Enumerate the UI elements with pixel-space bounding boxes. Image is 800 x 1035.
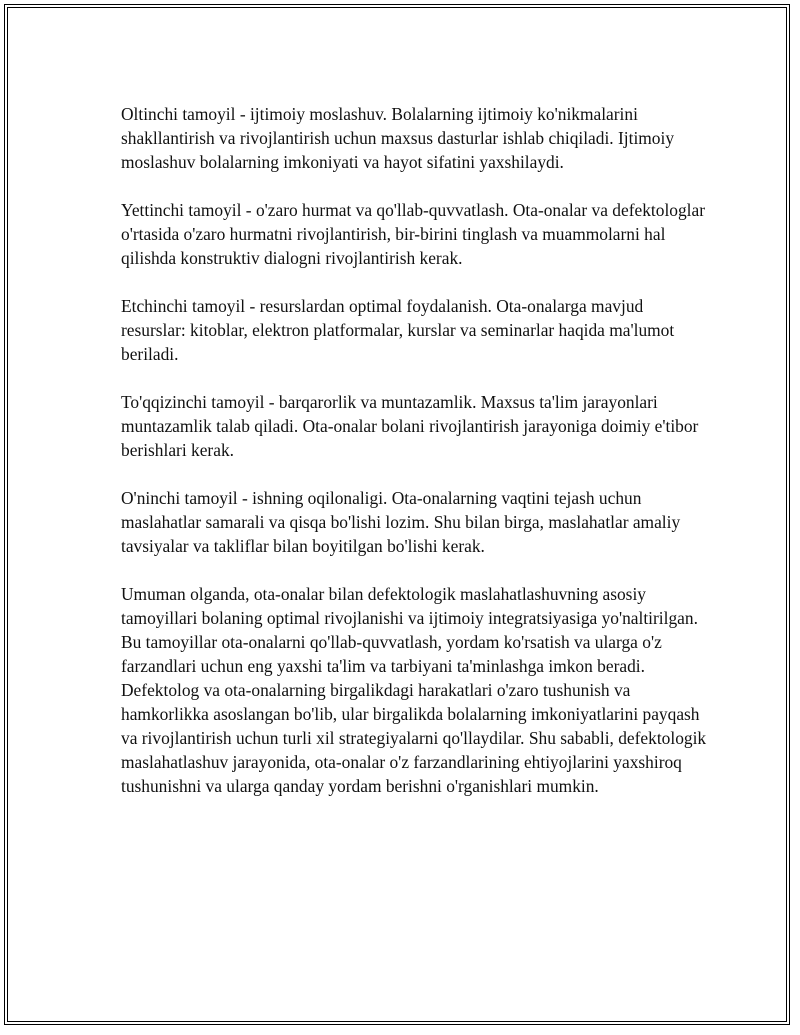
- paragraph-principle-9: To'qqizinchi tamoyil - barqarorlik va muntazamlik. Maxsus ta'lim jarayonlari muntazamlik talab qiladi. Ota-onalar bolani rivojlantirish jarayoniga doimiy e'tibor berishlari kerak.: [121, 392, 699, 460]
- paragraph-principle-7: Yettinchi tamoyil - o'zaro hurmat va qo'llab-quvvatlash. Ota-onalar va defektologlar o'rtasida o'zaro hurmatni rivojlantirish, bir-birini tinglash va muammolarni hal qilishda konstruktiv dialogni rivojlantirish kerak.: [121, 200, 706, 268]
- paragraph-principle-6: Oltinchi tamoyil - ijtimoiy moslashuv. Bolalarning ijtimoiy ko'nikmalarini shakllantirish va rivojlantirish uchun maxsus dasturlar ishlab chiqiladi. Ijtimoiy moslashuv bolalarning imkoniyati va hayot sifatini yaxshilaydi.: [121, 104, 675, 172]
- document-body: [121, 102, 711, 822]
- paragraph-conclusion: Umuman olganda, ota-onalar bilan defektologik maslahatlashuvning asosiy tamoyillari bolaning optimal rivojlanishi va ijtimoiy integratsiyasiga yo'naltirilgan. Bu tamoyillar ota-onalarni qo'llab-quvvatlash, yordam ko'rsatish va ularga o'z farzandlari uchun eng yaxshi ta'lim va tarbiyani ta'minlashga imkon beradi. Defektolog va ota-onalarning birgalikdagi harakatlari o'zaro tushunish va hamkorlikka asoslangan bo'lib, ular birgalikda bolalarning imkoniyatlarini payqash va rivojlantirish uchun turli xil strategiyalarni qo'llaydilar. Shu sababli, defektologik maslahatlashuv jarayonida, ota-onalar o'z farzandlarining ehtiyojlarini yaxshiroq tushunishni va ularga qanday yordam berishni o'rganishlari mumkin.: [121, 584, 707, 796]
- paragraph-principle-8: Etchinchi tamoyil - resurslardan optimal foydalanish. Ota-onalarga mavjud resurslar: kitoblar, elektron platformalar, kurslar va seminarlar haqida ma'lumot beriladi.: [121, 296, 675, 364]
- paragraph-principle-10: O'ninchi tamoyil - ishning oqilonaligi. Ota-onalarning vaqtini tejash uchun maslahatlar samarali va qisqa bo'lishi lozim. Shu bilan birga, maslahatlar amaliy tavsiyalar va takliflar bilan boyitilgan bo'lishi kerak.: [121, 488, 681, 556]
- document-page: [4, 4, 790, 1025]
